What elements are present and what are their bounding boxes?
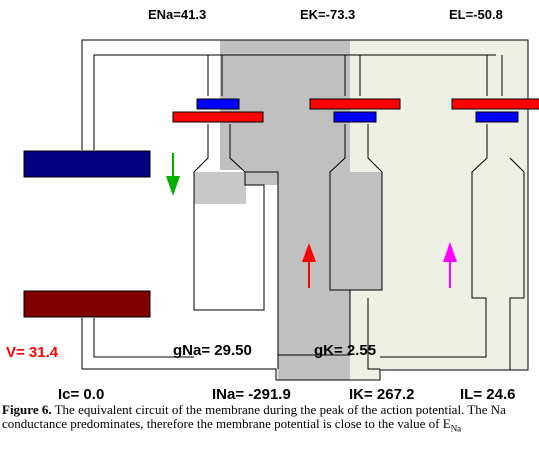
- ena-label: ENa=41.3: [148, 7, 207, 22]
- voltage-label: V= 31.4: [6, 344, 59, 361]
- el-label: EL=-50.8: [449, 7, 503, 22]
- battery-leak-minus: [452, 99, 539, 109]
- battery-k-minus: [310, 99, 400, 109]
- battery-leak-plus: [476, 112, 518, 122]
- ek-label: EK=-73.3: [300, 7, 356, 22]
- na-channel-shade: [194, 172, 246, 204]
- gk-label: gK= 2.55: [314, 342, 377, 359]
- membrane-capacitor: [24, 151, 150, 317]
- leak-channel-shade: [472, 172, 524, 298]
- k-channel-shade: [330, 172, 382, 290]
- current-paths: [194, 40, 528, 380]
- na-current-arrow: [166, 153, 180, 196]
- capacitor-bottom-plate: [24, 291, 150, 317]
- na-branch-right: [245, 172, 278, 369]
- figure-caption: [2, 403, 534, 436]
- battery-na-plus: [197, 99, 239, 109]
- caption-label: Figure 6.: [2, 402, 52, 417]
- caption-text: The equivalent circuit of the membrane during the peak of the action potential. The Na conductance predominates, therefore the membrane potential is close to the value of E: [2, 402, 506, 431]
- ic-label: Ic= 0.0: [58, 386, 105, 403]
- battery-k-plus: [334, 112, 376, 122]
- battery-na-minus: [173, 112, 263, 122]
- ina-label: INa= -291.9: [212, 386, 291, 403]
- capacitor-top-plate: [24, 151, 150, 177]
- il-label: IL= 24.6: [460, 386, 516, 403]
- caption-subscript: Na: [450, 423, 462, 434]
- gna-label: gNa= 29.50: [173, 342, 252, 359]
- ik-label: IK= 267.2: [349, 386, 415, 403]
